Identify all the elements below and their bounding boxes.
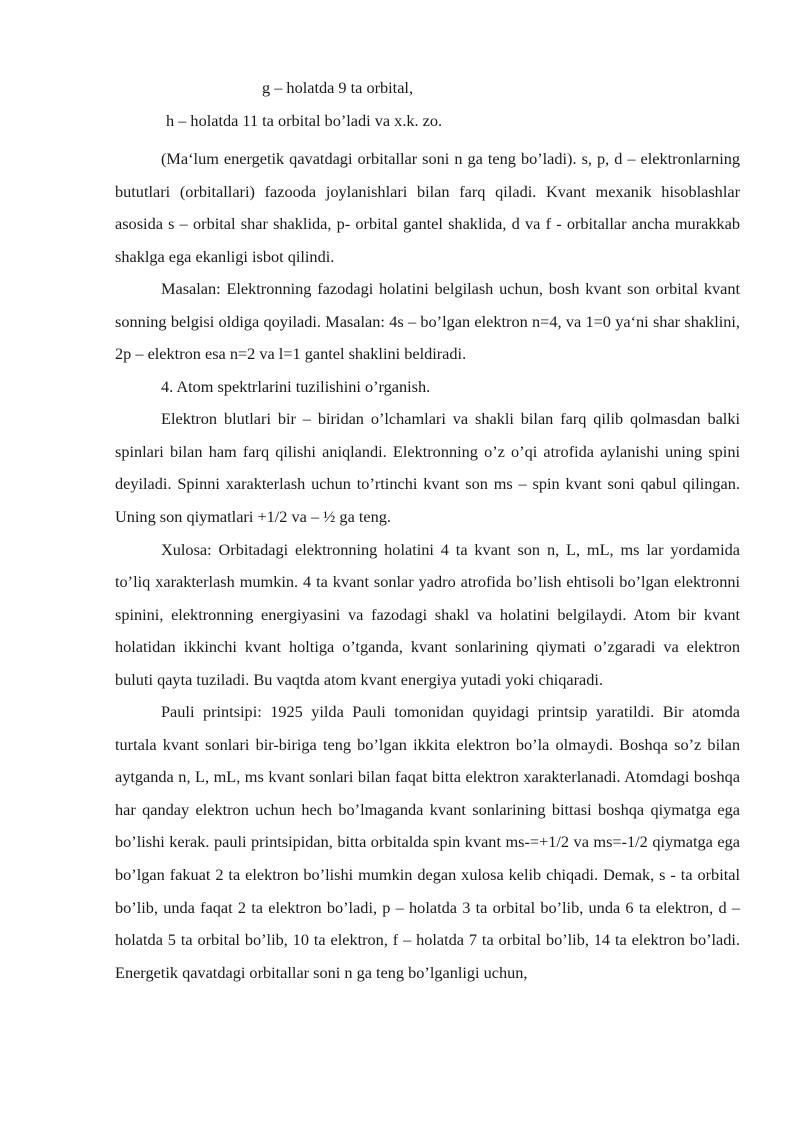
paragraph-example: Masalan: Elektronning fazodagi holatini belgilash uchun, bosh kvant son orbital kvant sonning belgisi oldiga qoyiladi. Masalan: 4s – bo’lgan elektron n=4, va 1=0 ya‘ni shar shaklini, 2p – elektron esa n=2 va l=1 gantel shaklini beldiradi. — [115, 279, 740, 364]
paragraph-pauli: Pauli printsipi: 1925 yilda Pauli tomonidan quyidagi printsip yaratildi. Bir atomda turtala kvant sonlari bir-biriga teng bo’lgan ikkita elektron bo’la olmaydi. Boshqa so’z bilan aytganda n, L, mL, ms kvant sonlari bilan faqat bitta elektron xarakterlanadi. Atomdagi boshqa har qanday elektron uchun hech bo’lmaganda kvant sonlarining bittasi boshqa qiymatga ega bo’lishi kerak. pauli printsipidan, bitta orbitalda spin kvant ms-=+1/2 va ms=-1/2 qiymatga ega bo’lgan fakuat 2 ta elektron bo’lishi mumkin degan xulosa kelib chiqadi. Demak, s - ta orbital bo’lib, unda faqat 2 ta elektron bo’ladi, p – holatda 3 ta orbital bo’lib, unda 6 ta elektron, d – holatda 5 ta orbital bo’lib, 10 ta elektron, f – holatda 7 ta orbital bo’lib, 14 ta elektron bo’ladi. Energetik qavatdagi orbitallar soni n ga teng bo’lganligi uchun, — [115, 702, 740, 982]
paragraph-conclusion: Xulosa: Orbitadagi elektronning holatini 4 ta kvant son n, L, mL, ms lar yordamida to’liq xarakterlash mumkin. 4 ta kvant sonlar yadro atrofida bo’lish ehtisoli bo’lgan elektronni spinini, elektronning energiyasini va fazodagi shakl va holatini belgilaydi. Atom bir kvant holatidan ikkinchi kvant holtiga o’tganda, kvant sonlarining qiymati o’zgaradi va elektron buluti qayta tuziladi. Bu vaqtda atom kvant energiya yutadi yoki chiqaradi. — [115, 539, 740, 689]
paragraph-spin: Elektron blutlari bir – biridan o’lchamlari va shakli bilan farq qilib qolmasdan balki spinlari bilan ham farq qilishi aniqlandi. Elektronning o’z o’qi atrofida aylanishi uning spini deyiladi. Spinni xarakterlash uchun to’rtinchi kvant son ms – spin kvant soni qabul qilingan. Uning son qiymatlari +1/2 va – ½ ga teng. — [115, 409, 740, 527]
list-line-g: g – holatda 9 ta orbital, — [262, 78, 414, 97]
paragraph-orbitals: (Ma‘lum energetik qavatdagi orbitallar soni n ga teng bo’ladi). s, p, d – elektronlarning bututlari (orbitallari) fazooda joylanishlari bilan farq qiladi. Kvant mexanik hisoblashlar asosida s – orbital shar shaklida, p- orbital gantel shaklida, d va f - orbitallar ancha murakkab shaklga ega ekanligi isbot qilindi. — [115, 149, 740, 266]
section-heading: 4. Atom spektrlarini tuzilishini o’rganish. — [161, 376, 431, 396]
list-line-h: h – holatda 11 ta orbital bo’ladi va x.k. zo. — [166, 111, 443, 130]
body-text — [115, 143, 740, 989]
